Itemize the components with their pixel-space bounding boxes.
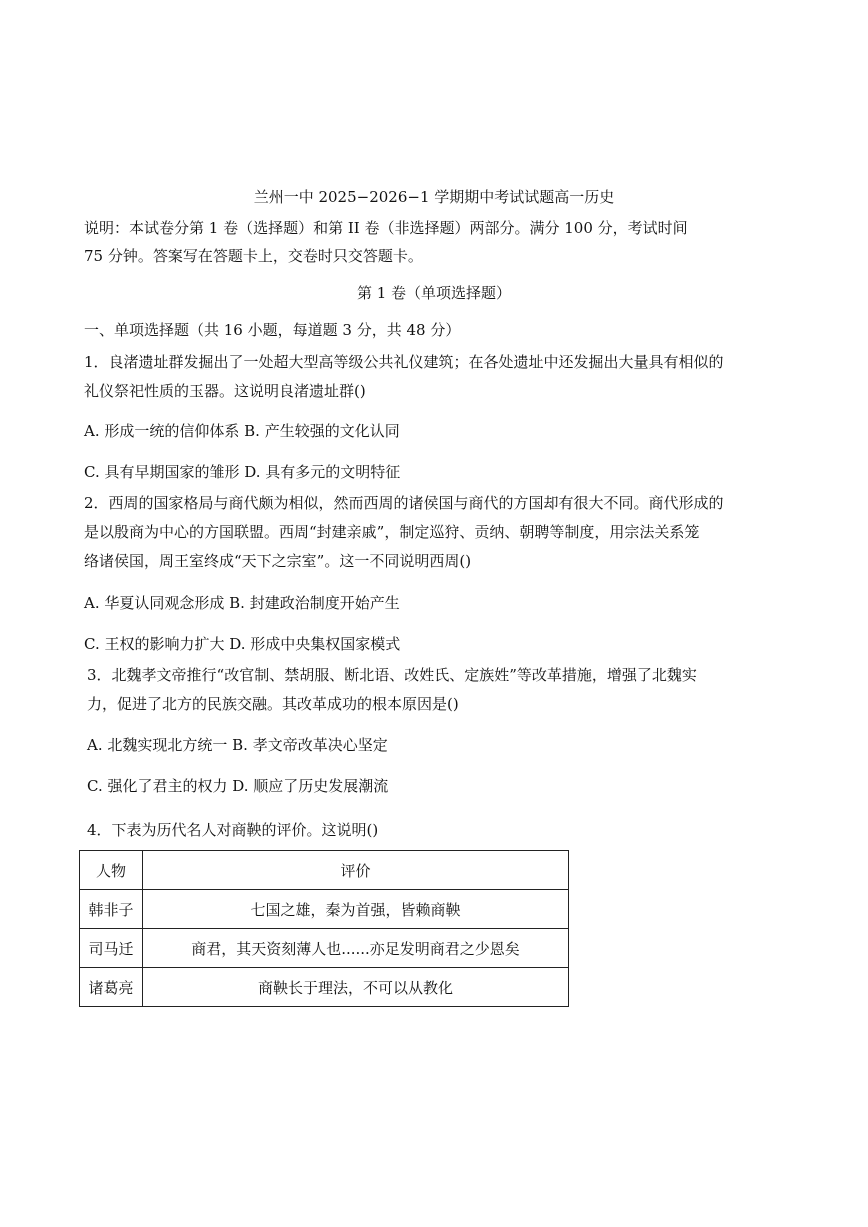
question-2-stem-line-2: 是以殷商为中心的方国联盟。西周“封建亲戚”，制定巡狩、贡纳、朝聘等制度，用宗法关系笼 [84, 523, 700, 541]
table-cell-person: 司马迁 [80, 929, 143, 968]
table-cell-person: 诸葛亮 [80, 968, 143, 1007]
question-1-options-ab: A. 形成一统的信仰体系 B. 产生较强的文化认同 [84, 422, 400, 440]
table-row [80, 890, 569, 929]
question-3-stem-line-1: 3．北魏孝文帝推行“改官制、禁胡服、断北语、改姓氏、定族姓”等改革措施，增强了北魏实 [87, 666, 697, 684]
volume-title: 第 1 卷（单项选择题） [356, 284, 512, 302]
table-cell-evaluation: 商鞅长于理法，不可以从教化 [143, 968, 569, 1007]
question-2-options-ab: A. 华夏认同观念形成 B. 封建政治制度开始产生 [84, 594, 400, 612]
table-cell-person: 韩非子 [80, 890, 143, 929]
question-1-stem-line-1: 1．良渚遗址群发掘出了一处超大型高等级公共礼仪建筑；在各处遗址中还发掘出大量具有相似的 [84, 353, 724, 371]
table-row [80, 968, 569, 1007]
table-header-person: 人物 [80, 851, 143, 890]
instructions-line-1: 说明：本试卷分第 1 卷（选择题）和第 II 卷（非选择题）两部分。满分 100 分，考试时间 [84, 219, 688, 237]
question-2-stem-line-3: 络诸侯国，周王室终成“天下之宗室”。这一不同说明西周() [84, 552, 472, 570]
table-header-evaluation: 评价 [143, 851, 569, 890]
question-3-stem-line-2: 力，促进了北方的民族交融。其改革成功的根本原因是() [87, 695, 459, 713]
instructions-line-2: 75 分钟。答案写在答题卡上，交卷时只交答题卡。 [84, 247, 423, 265]
exam-title: 兰州一中 2025−2026−1 学期期中考试试题高一历史 [253, 188, 615, 206]
table-cell-evaluation: 七国之雄，秦为首强，皆赖商鞅 [143, 890, 569, 929]
question-4-stem: 4．下表为历代名人对商鞅的评价。这说明() [87, 821, 379, 839]
question-1-options-cd: C. 具有早期国家的雏形 D. 具有多元的文明特征 [84, 463, 401, 481]
part-heading: 一、单项选择题（共 16 小题，每道题 3 分，共 48 分） [84, 321, 461, 339]
question-3-options-cd: C. 强化了君主的权力 D. 顺应了历史发展潮流 [87, 777, 389, 795]
table-row [80, 929, 569, 968]
question-2-stem-line-1: 2．西周的国家格局与商代颇为相似，然而西周的诸侯国与商代的方国却有很大不同。商代形成的 [84, 494, 724, 512]
table-header-row [80, 851, 569, 890]
question-1-stem-line-2: 礼仪祭祀性质的玉器。这说明良渚遗址群() [84, 382, 366, 400]
question-2-options-cd: C. 王权的影响力扩大 D. 形成中央集权国家模式 [84, 635, 401, 653]
question-3-options-ab: A. 北魏实现北方统一 B. 孝文帝改革决心坚定 [87, 736, 388, 754]
evaluation-table [79, 850, 569, 1007]
table-cell-evaluation: 商君，其天资刻薄人也......亦足发明商君之少恩矣 [143, 929, 569, 968]
